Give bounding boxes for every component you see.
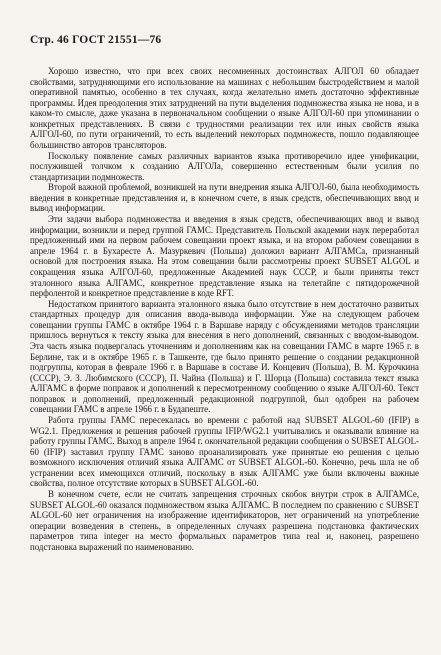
paragraph: Недостатком принятого варианта эталонного языка было отсутствие в нем достаточно развитых стандартных процедур для описания ввода-вывода информации. Уже на следующем рабочем совещании группы ГАМС в октябре 1964 г. в Варшаве наряду с обсуждениями методов трансляции пришлось вернуться к тексту языка для внесения в него дополнений, связанных с вводом-выводом. Эта часть языка подвергалась уточнениям и дополнениям как на совещании ГАМС в марте 1965 г. в Берлине, так и в октябре 1965 г. в Ташкенте, где было принято решение о создании редакционной подгруппы, которая в феврале 1966 г. в Варшаве в составе И. Концевич (Польша), В. М. Курочкина (СССР), Э. З. Любимского (СССР), П. Чайна (Польша) и Г. Шорца (Польша) составила текст языка АЛГАМС в форме поправок и дополнений к пересмотренному сообщению о языке АЛГОЛ-60. Текст поправок и дополнений, предложенный редакционной подгруппой, был одобрен на рабочем совещании ГАМС в апреле 1966 г. в Будапеште. bbox=[30, 298, 419, 415]
paragraph: Работа группы ГАМС пересекалась во времени с работой над SUBSET ALGOL-60 (IFIP) в WG2.1. Предложения и решения рабочей группы IFIP/WG2.1 учитывались и оказывали влияние на работу группы ГАМС. Выход в апреле 1964 г. окончательной редакции сообщения о SUBSET ALGOL-60 (IFIP) заставил группу ГАМС заново проанализировать уже принятые ею решения с целью возможного исключения отличий языка АЛГАМС от SUBSET ALGOL-60. Конечно, речь шла не об устранении всех имеющихся отличий, поскольку в язык АЛГАМС уже были включены важные свойства, полное отсутствие которых в SUBSET ALGOL-60. bbox=[30, 414, 419, 489]
page-header: Стр. 46 ГОСТ 21551—76 bbox=[30, 34, 162, 46]
body-text bbox=[30, 66, 419, 552]
paragraph: Хорошо известно, что при всех своих несомненных достоинствах АЛГОЛ 60 обладает свойствами, затрудняющими его использование на машинах с небольшим быстродействием и малой оперативной памятью, особенно в тех случаях, когда желательно иметь достаточно эффективные программы. Идея преодоления этих затруднений на пути выделения подмножества языка не нова, и в каком-то смысле, даже указана в первоначальном сообщении о языке АЛГОЛ-60 при упоминании о конкретных представлениях. В связи с трудностями реализации тех или иных свойств языка АЛГОЛ-60, по пути ограничений, то есть выделений некоторых подмножеств, пошло подавляющее большинство авторов трансляторов. bbox=[30, 66, 419, 150]
paragraph: Второй важной проблемой, возникшей на пути внедрения языка АЛГОЛ-60, была необходимость введения в конкретные представления и, в конечном счете, в язык средств, обеспечивающих ввод и вывод информации. bbox=[30, 182, 419, 214]
paragraph: В конечном счете, если не считать запрещения строчных скобок внутри строк в АЛГАМСе, SUBSET ALGOL-60 оказался подмножеством языка АЛГАМС. В последнем по сравнению с SUBSET ALGOL-60 нет ограничения на изображение идентификаторов, нет ограничений на употребление операции возведения в степень, в определенных случаях разрешена подстановка фактических параметров типа integer на место формальных параметров типа real и, наконец, разрешено подстановка выражений по наименованию. bbox=[30, 489, 419, 552]
paragraph: Поскольку появление самых различных вариантов языка противоречило идее унификации, послужившей толчком к созданию АЛГОЛа, совершенно естественным были усилия по стандартизации подмножеств. bbox=[30, 150, 419, 182]
paragraph: Эти задачи выбора подмножества и введения в язык средств, обеспечивающих ввод и вывод информации, возникли и перед группой ГАМС. Представитель Польской академии наук переработал предложенный ими на первом рабочем совещании проект языка, и на втором рабочем совещании в апреле 1964 г. в Бухаресте А. Мазуркевич (Польша) доложил вариант АЛГАМСа, признанный основой для построения языка. На этом совещании были рассмотрены проект SUBSET ALGOL и сокращения языка АЛГОЛ-60, предложенные Академией наук СССР, и были приняты текст эталонного языка АЛГАМС, конкретное представление языка на телетайпе с пятидорожечной перфолентой и конкретное представление в коде RFT. bbox=[30, 214, 419, 299]
